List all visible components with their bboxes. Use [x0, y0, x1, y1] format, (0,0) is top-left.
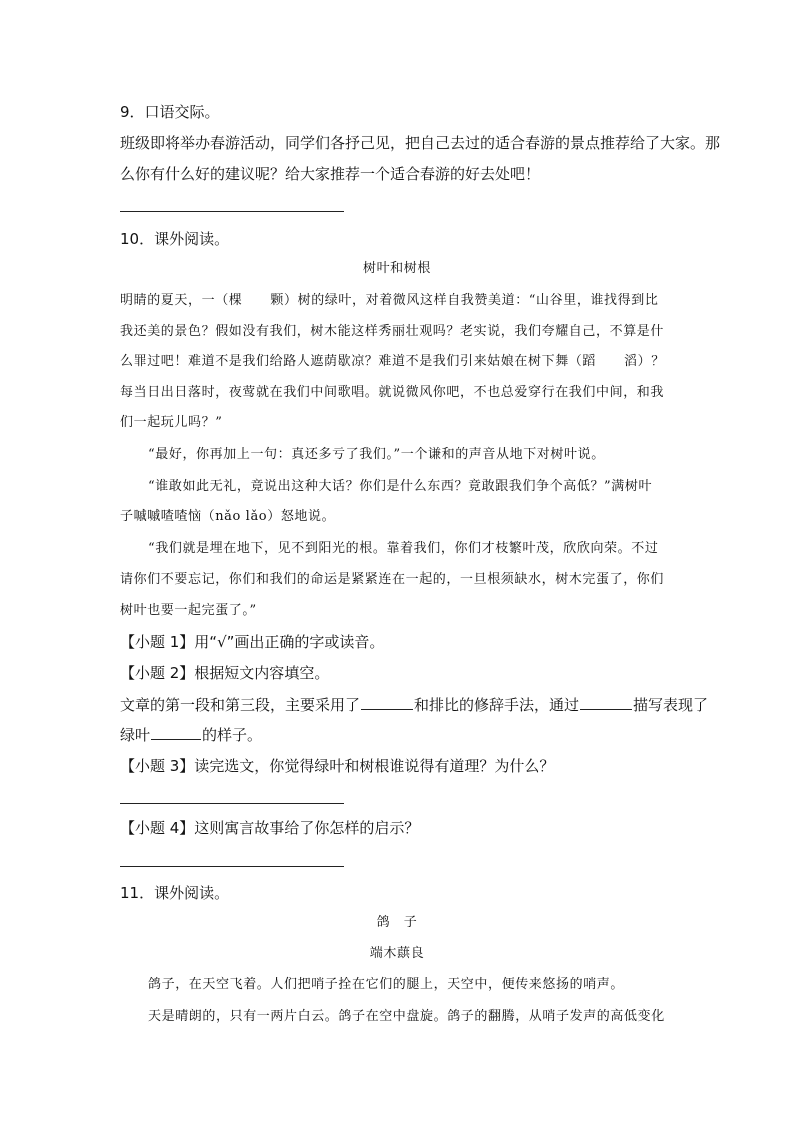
q11-p2: 天是晴朗的，只有一两片白云。鸽子在空中盘旋。鸽子的翻腾，从哨子发声的高低变化	[148, 1009, 665, 1024]
q11-author: 端木蕻良	[369, 946, 425, 961]
q10-sub4-answer-line[interactable]	[120, 866, 344, 867]
q9-prompt-line-2: 么你有什么好的建议呢？给大家推荐一个适合春游的好去处吧！	[120, 165, 541, 183]
blank-rhetoric[interactable]	[361, 694, 413, 710]
q10-sub-question-3: 【小题 3】读完选文，你觉得绿叶和树根谁说得有道理？为什么？	[120, 757, 555, 775]
q10-passage-title: 树叶和树根	[362, 261, 431, 276]
q9-answer-line[interactable]	[120, 211, 344, 212]
q10-p3-line-2: 子嘁嘁喳喳恼（nǎo lǎo）怒地说。	[120, 509, 336, 524]
q9-prompt-line-1: 班级即将举办春游活动，同学们各抒己见，把自己去过的适合春游的景点推荐给了大家。那	[120, 134, 721, 152]
q10-p1-line-1: 明睛的夏天，一（棵 颗）树的绿叶，对着微风这样自我赞美道：“山谷里，谁找得到比	[120, 293, 659, 308]
q10-p1-line-4: 每当日出日落时，夜莺就在我们中间歌唱。就说微风你吧，不也总爱穿行在我们中间，和我	[120, 385, 665, 400]
q10-p1-line-2: 我还美的景色？假如没有我们，树木能这样秀丽壮观吗？老实说，我们夸耀自己，不算是什	[120, 324, 665, 339]
blank-leaf-appearance[interactable]	[151, 724, 201, 740]
q9-heading: 9．口语交际。	[120, 103, 220, 121]
q11-heading: 11．课外阅读。	[120, 884, 230, 902]
q10-sub3-answer-line[interactable]	[120, 803, 344, 804]
q10-p4-line-2: 请你们不要忘记，你们和我们的命运是紧紧连在一起的，一旦根须缺水，树木完蛋了，你们	[120, 572, 665, 587]
q10-p4-line-3: 树叶也要一起完蛋了。”	[120, 603, 257, 618]
q10-p1-line-3: 么罪过吧！难道不是我们给路人遮荫歇凉？难道不是我们引来姑娘在树下舞（蹈 滔）？	[120, 354, 665, 369]
q10-sub-question-2: 【小题 2】根据短文内容填空。	[120, 664, 330, 682]
q10-p2: “最好，你再加上一句：真还多亏了我们。”一个谦和的声音从地下对树叶说。	[148, 447, 605, 462]
q10-p4-line-1: “我们就是埋在地下，见不到阳光的根。靠着我们，你们才枝繁叶茂，欣欣向荣。不过	[148, 541, 659, 556]
blank-description[interactable]	[580, 694, 632, 710]
q10-sub-question-1: 【小题 1】用“√”画出正确的字或读音。	[120, 633, 385, 651]
q10-heading: 10．课外阅读。	[120, 230, 230, 248]
q10-p3-line-1: “谁敢如此无礼，竟说出这种大话？你们是什么东西？竟敢跟我们争个高低？”满树叶	[148, 479, 653, 494]
q10-p1-line-5: 们一起玩儿吗？”	[120, 415, 223, 430]
q10-fill-line-2: 绿叶 的样子。	[120, 726, 263, 744]
q10-sub-question-4: 【小题 4】这则寓言故事给了你怎样的启示？	[120, 819, 420, 837]
q10-fill-line-1: 文章的第一段和第三段，主要采用了 和排比的修辞手法，通过 描写表现了	[120, 696, 709, 714]
q11-passage-title: 鸽 子	[376, 915, 418, 930]
q11-p1: 鸽子，在天空飞着。人们把哨子拴在它们的腿上，天空中，便传来悠扬的哨声。	[148, 977, 625, 992]
